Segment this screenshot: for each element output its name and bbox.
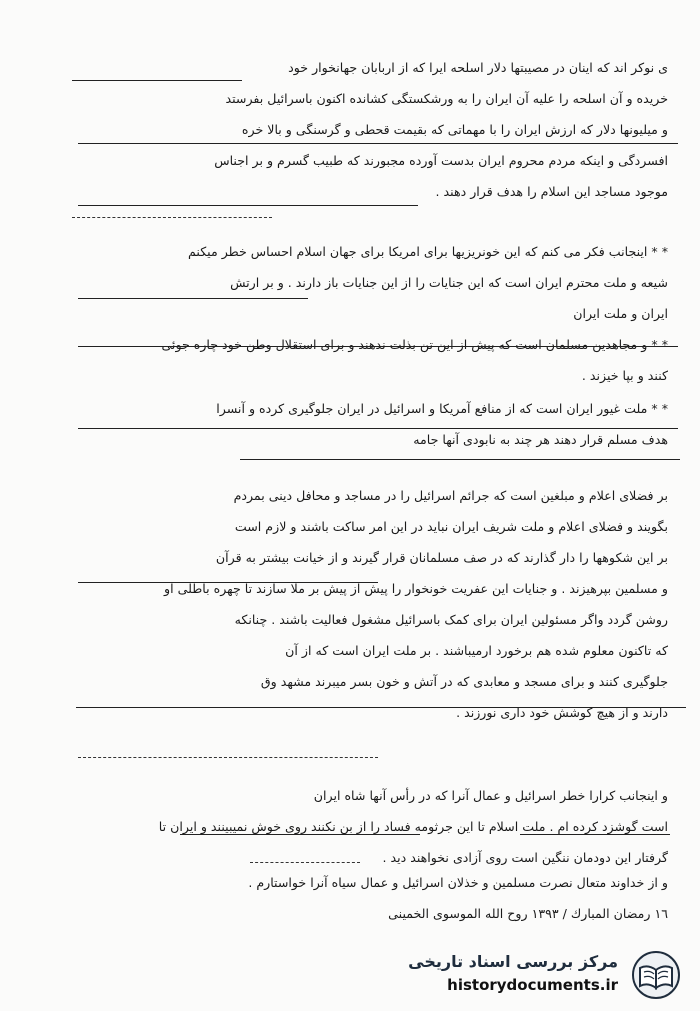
underline-mark (72, 217, 272, 218)
text-line: کنند و بپا خیزند . (581, 368, 668, 383)
underline-mark (78, 346, 678, 347)
text-line: خریده و آن اسلحه را علیه آن ایران را به ورشکستگی کشانده اکنون باسرائیل بفرستد (225, 91, 668, 106)
underline-mark (78, 757, 378, 758)
text-line: و میلیونها دلار که ارزش ایران را با مهماتی که بقیمت قحطی و گرسنگی و بالا خره (241, 122, 668, 137)
text-line: که تاکنون معلوم شده هم برخورد ارمیباشند . بر ملت ایران است که از آن (285, 643, 668, 658)
underline-mark (76, 707, 686, 708)
underline-mark (78, 298, 308, 299)
text-line: افسردگی و اینکه مردم محروم ایران بدست آورده مجبورند که طبیب گسرم و بر اجناس (214, 153, 668, 168)
text-line: شیعه و ملت محترم ایران است که این جنایات را از این جنایات باز دارند . و بر ارتش (230, 275, 668, 290)
paragraph-2 (58, 236, 668, 391)
text-line: گرفتار این دودمان ننگین است روی آزادی نخواهند دید . (382, 850, 668, 865)
paragraph-5 (58, 780, 668, 873)
text-line: جلوگیری کنند و برای مسجد و معابدی که در آتش و خون بسر میبرند مشهد وق (260, 674, 668, 689)
paragraph-1 (58, 52, 668, 207)
underline-mark (78, 205, 418, 206)
underline-mark (520, 834, 670, 835)
text-line: روشن گردد واگر مسئولین ایران برای کمک باسرائیل مشغول فعالیت باشند . چنانکه (234, 612, 668, 627)
open-book-logo-icon (628, 950, 684, 1000)
text-line: ی نوکر اند که اینان در مصیبتها دلار اسلحه ایرا که از اربابان جهانخوار خود (288, 60, 668, 75)
underline-mark (78, 143, 678, 144)
paragraph-4 (58, 480, 668, 728)
underline-mark (72, 80, 242, 81)
date-and-signature: ١٦ رمضان المبارك / ١٣٩٣ روح الله الموسوی الخمینی (388, 906, 668, 921)
text-line: دارند و از هیچ کوشش خود داری نورزند . (456, 705, 668, 720)
text-line: موجود مساجد این اسلام را هدف قرار دهند . (435, 184, 668, 199)
text-line: و اینجانب کرارا خطر اسرائیل و عمال آنرا که در رأس آنها شاه ایران (313, 788, 668, 803)
underline-mark (250, 862, 360, 863)
text-line: * * و مجاهدین مسلمان است که پیش از این تن بذلت ندهند و برای استقلال وطن خود چاره جوئی (161, 337, 668, 352)
text-line: * * ملت غیور ایران است که از منافع آمریکا و اسرائیل در ایران جلوگیری کرده و آنسرا (216, 401, 668, 416)
text-line: بر این شکوهها را دار گذارند که در صف مسلمانان قرار گیرند و از خیانت بیشتر به قرآن (215, 550, 668, 565)
signature-line (58, 898, 668, 929)
watermark (400, 948, 690, 1002)
watermark-url: historydocuments.ir (447, 976, 618, 994)
text-line: و از خداوند متعال نصرت مسلمین و خذلان اسرائیل و عمال سیاه آنرا خواستارم . (248, 875, 668, 890)
text-line: ایران و ملت ایران (573, 306, 668, 321)
closing-line (58, 867, 668, 898)
underline-mark (240, 459, 680, 460)
underline-mark (78, 582, 378, 583)
text-line: بر فضلای اعلام و مبلغین است که جرائم اسرائیل را در مساجد و محافل دینی بمردم (233, 488, 668, 503)
watermark-title: مرکز بررسی اسناد تاریخی (408, 952, 618, 971)
text-line: هدف مسلم قرار دهند هر چند به نابودی آنها جامه (413, 432, 668, 447)
paragraph-3 (58, 393, 668, 455)
text-line: و مسلمین بپرهیزند . و جنایات این عفریت خونخوار را پیش از پیش بر ملا سازند تا چهره باطلی او (163, 581, 668, 596)
text-line: بگویند و فضلای اعلام و ملت شریف ایران نباید در این امر ساکت باشند و لازم است (234, 519, 668, 534)
underline-mark (180, 834, 420, 835)
text-line: * * اینجانب فکر می کنم که این خونریزیها برای امریکا برای جهان اسلام احساس خطر میکنم (188, 244, 668, 259)
underline-mark (78, 428, 678, 429)
text-line: است گوشزد کرده ام . ملت اسلام تا این جرثومه فساد را از بن نکنند روی خوش نمیبینند و ایران تا (158, 819, 668, 834)
